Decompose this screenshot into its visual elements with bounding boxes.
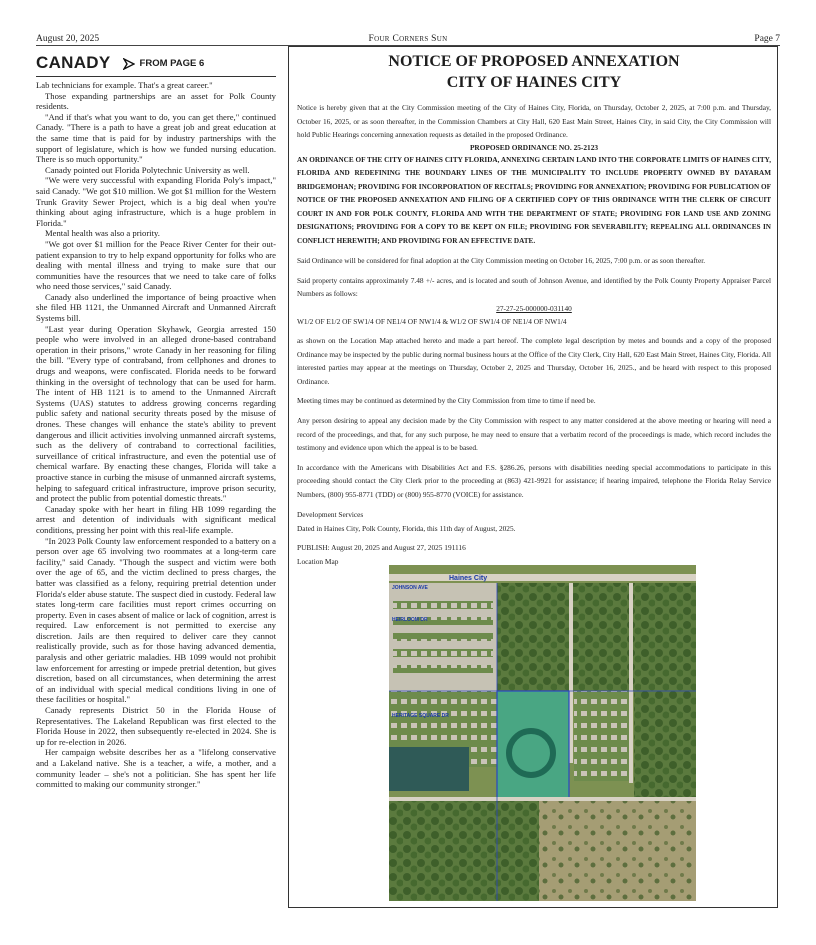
continuation-paragraph: Meeting times may be continued as determined by the City Commission from time to time if need be.: [297, 396, 596, 406]
map-label-heirloom-dr: HEIRLOOM DR: [392, 617, 428, 623]
ordinance-text: AN ORDINANCE OF THE CITY OF HAINES CITY FLORIDA, ANNEXING CERTAIN LAND INTO THE CORPORATE LIMITS OF HAINES CITY, FLORIDA AND REDEFINING THE BOUNDARY LINES OF THE MUNICIPALITY TO INCLUDE PROPERTY OWNED BY DAYARAM BRIDGEMOHAN; PROVIDING FOR INCORPORATION OF RECITALS; PROVIDING FOR ANNEXATION; PROVIDING FOR PUBLICATION OF NOTICE OF THE PROPOSED ANNEXATION AND FILING OF A CERTIFIED COPY OF THIS ORDINANCE WITH THE CLERK OF CIRCUIT COURT IN AND FOR POLK COUNTY, FLORIDA AND WITH THE DEPARTMENT OF STATE; PROVIDING FOR LAND USE AND ZONING DESIGNATIONS; PROVIDING FOR A COPY TO BE KEPT ON FILE; PROVIDING FOR SEVERABILITY; REPEALING ALL ORDINANCES IN CONFLICT HEREWITH; AND PROVIDING FOR AN EFFECTIVE DATE.: [297, 155, 771, 245]
map-road: [389, 797, 696, 801]
aerial-map-graphic: [389, 565, 696, 901]
notice-title: NOTICE OF PROPOSED ANNEXATION: [388, 53, 680, 70]
ordinance-number: PROPOSED ORDINANCE NO. 25-2123: [469, 142, 599, 152]
story-paragraph: Canady pointed out Florida Polytechnic University as well.: [45, 164, 250, 175]
arrow-right-icon: [123, 57, 135, 69]
publication-name: Four Corners Sun: [368, 34, 448, 44]
property-description: Said property contains approximately 7.48 +/- acres, and is located and south of Johnson Avenue, and identified by the Polk County Property Appraiser Parcel Numbers as follows:: [297, 275, 771, 299]
pond: [389, 747, 469, 791]
story-paragraph: Her campaign website describes her as a "lifelong conservative and a Lakeland native. She is a teacher, a wife, a mother, and a community leader – she's not a politician. She has spent her life committed to making our community stronger.": [36, 747, 276, 790]
page-number: Page 7: [754, 34, 780, 44]
housing-row: [393, 649, 493, 657]
story-column: [36, 52, 276, 790]
story-paragraph: "In 2023 Polk County law enforcement responded to a battery on a person over age 65 involving two roommates at a long-term care facility," said Canady. "Though the suspect and victim were both over the age of 65, and the victim declined to press charges, the batter was classified as a felony, requiring pretrial detention under Florida's elder abuse statute. The suspect died in custody. Federal law states long-term care facilities must report crimes occurring on property. Even in cases absent of malice or lack of cognition, arrest is required. Law enforcement is not permitted to exercise any discretion. Jails are then required to deliver care they cannot realistically provide, such as for those having advanced dementia, paralysis and other geriatric maladies. HB 1099 would not prohibit law enforcement for arresting or impede pretrial detention, but gives discretion, based on all circumstances, when determining the arrest of an individual with special medical conditions living in one of these facilities or hospital.": [36, 535, 276, 705]
location-map-heading: Location Map: [297, 557, 339, 567]
housing-row: [393, 665, 493, 673]
legal-description: W1/2 OF E1/2 OF SW1/4 OF NE1/4 OF NW1/4 & W1/2 OF SW1/4 OF NE1/4 OF NW1/4: [297, 317, 567, 327]
housing-block: [574, 691, 629, 781]
story-paragraph: Canaday spoke with her heart in filing HB 1099 regarding the arrest and detention of individuals with significant medical conditions, pressing her point with this real-life example.: [36, 503, 276, 535]
story-slug: CANADY: [36, 53, 111, 72]
story-paragraph: Those expanding partnerships are an asset for Polk County residents.: [36, 90, 276, 112]
wooded-area: [497, 583, 696, 691]
story-paragraph: Canady also underlined the importance of being proactive when she filed HB 1121, the Unmanned Aircraft and Unmanned Aircraft Systems bill.: [36, 291, 276, 324]
story-paragraph: Mental health was also a priority.: [45, 228, 160, 239]
notice-intro: Notice is hereby given that at the City Commission meeting of the City of Haines City, Florida, on Thursday, October 2, 2025, at 7:00 p.m. and Thursday, October 16, 2025, or as soon thereafter, in the Commission Chambers at City Hall, 620 East Main Street, Haines City, in said City, the City Commission will hold Public Hearings concerning annexation requests as detailed in the proposed Ordinance.: [297, 103, 771, 140]
story-paragraph: "We got over $1 million for the Peace River Center for their out-patient expansion to try to help expand opportunity for folks who are dealing with mental illness and trying to make sure that our communities have the resources that we need to take care of folks who need those services," said Canady.: [36, 238, 276, 292]
open-pasture: [539, 799, 696, 901]
notice-subtitle: CITY OF HAINES CITY: [446, 74, 622, 91]
ada-paragraph: In accordance with the Americans with Disabilities Act and F.S. §286.26, persons with disabilities needing special accommodations to participate in this proceeding should contact the City Clerk prior to the proceeding at (863) 421-9921 for assistance; if hearing impaired, telephone the Florida Relay Service Numbers, (800) 955-8771 (TDD) or (800) 955-8770 (VOICE) for assistance.: [297, 462, 771, 499]
map-label-haines-city: Haines City: [449, 575, 488, 582]
story-paragraph: Canady represents District 50 in the Florida House of Representatives. The Lakeland Republican was first elected to the Florida House in 2022, then subsequently re-elected in 2024. She is up for re-election in 2026.: [36, 705, 276, 747]
header-date: August 20, 2025: [36, 34, 100, 44]
parcel-number: 27-27-25-000000-031140: [496, 304, 572, 314]
story-paragraph: Lab technicians for example. That's a great career.": [36, 80, 213, 90]
publish-line: PUBLISH: August 20, 2025 and August 27, 2025 191116: [297, 542, 466, 552]
inspection-paragraph: as shown on the Location Map attached hereto and made a part hereof. The complete legal description by metes and bounds and a copy of the proposed Ordinance may be inspected by the public during normal business hours at the Office of the City Clerk, City Hall, 620 East Main Street, Haines City, Florida. All interested parties may appear at the meetings on Thursday, October 2, 2025 and Thursday, October 16, 2025., and be heard with respect to this proposed Ordinance.: [297, 336, 771, 386]
map-label-johnson-ave: JOHNSON AVE: [392, 585, 428, 591]
story-paragraph: "We were very successful with expanding Florida Poly's impact," said Canady. "We got $10 million. We got $1 million for the Western Trunk Gravity Sewer Project, which is a big deal when you're thinking about aging infrastructure, which is a huge problem in Florida.": [36, 175, 276, 228]
housing-row: [393, 601, 493, 609]
location-map: [389, 565, 696, 901]
map-road: [389, 574, 696, 581]
wooded-area: [389, 799, 539, 901]
appeal-paragraph: Any person desiring to appeal any decision made by the City Commission with respect to any matter considered at the above meeting or hearing will need a record of the proceedings, and that, for any such purpose, he may need to ensure that a verbatim record of the proceedings is made, which record includes the testimony and evidence upon which the appeal is to be based.: [297, 416, 771, 453]
map-label-heritage-square-dr: HERITAGE SQUARE DR: [392, 713, 449, 719]
story-paragraph: "And if that's what you want to do, you can get there," continued Canady. "There is a path to have a great job and great education at the same time that is paid for by industry partnerships with the support of legislature, which is how we funded nursing education. There is so much opportunity.": [36, 111, 276, 165]
housing-row: [393, 633, 493, 641]
wooded-area: [634, 691, 696, 801]
map-road: [629, 583, 633, 783]
story-header: [36, 52, 276, 77]
department-name: Development Services: [297, 509, 364, 519]
adoption-notice: Said Ordinance will be considered for final adoption at the City Commission meeting on October 16, 2025, 7:00 p.m. or as soon thereafter.: [297, 256, 706, 266]
story-jump-line: FROM PAGE 6: [139, 57, 205, 69]
story-paragraph: "Last year during Operation Skyhawk, Georgia arrested 150 people who were involved in an alleged drone-based contraband operation in their prisons," wrote Canady in her reasoning for filing the bill. "Every type of contraband, from cellphones and drones to drugs and weapons, were confiscated. Florida needs to be forward thinking in the oversight of technology that can be used for harm. The intent of HB 1121 is to amend to the Unmanned Aircraft Systems (UAS) statutes to address growing concerns regarding public safety and national security threats posed by the misuse of drones. These changes will enhance the state's ability to prevent dangerous and illicit activities involving unmanned aircraft systems, such as the delivery of contraband to correctional facilities, surveillance of critical infrastructure, and even the potential use of chemical warfare. By enacting these changes, Florida will take a proactive stance in curbing the misuse of unmanned aircraft systems, helping to safeguard critical infrastructure, improve prison security, and protect the public from potential domestic threats.": [36, 323, 276, 504]
story-body: [36, 80, 276, 790]
dated-line: Dated in Haines City, Polk County, Florida, this 11th day of August, 2025.: [297, 524, 516, 534]
